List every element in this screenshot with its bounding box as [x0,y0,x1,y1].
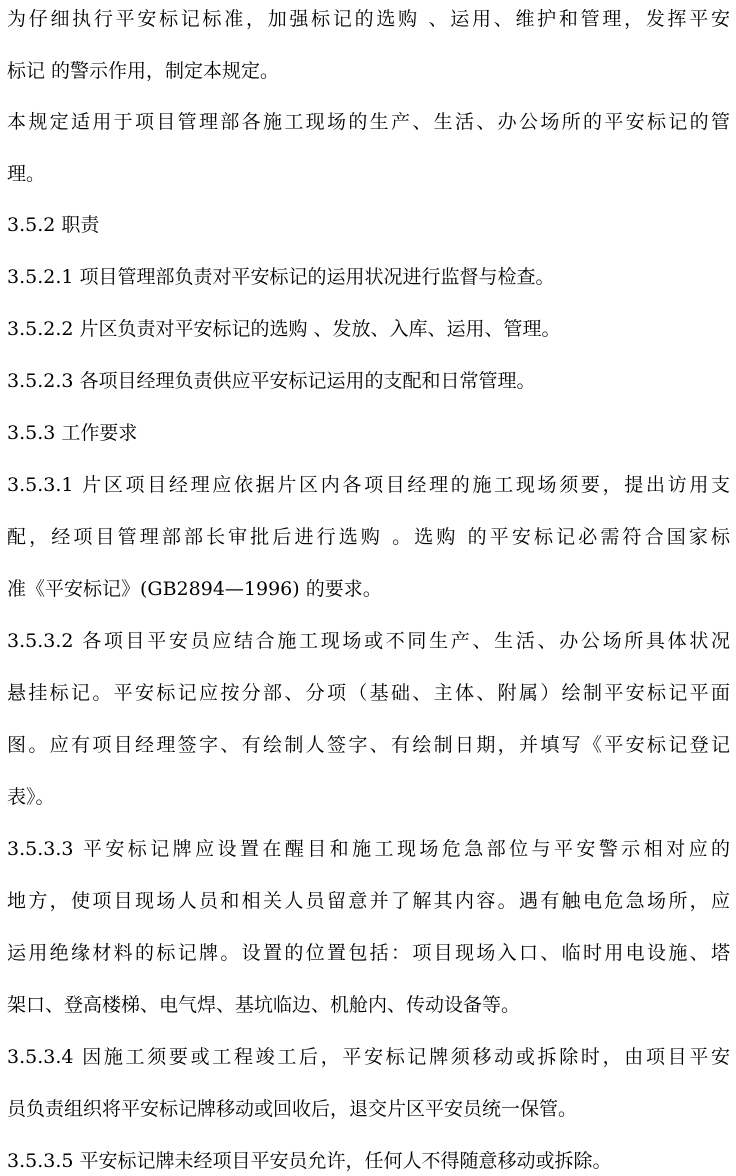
paragraph-line: 图。应有项目经理签字、有绘制人签字、有绘制日期，并填写《平安标记登记 [7,734,730,756]
paragraph-line: 本规定适用于项目管理部各施工现场的生产、生活、办公场所的平安标记的管 [7,111,730,133]
paragraph-line: 表》。 [7,786,55,808]
paragraph-line: 地方，使项目现场人员和相关人员留意并了解其内容。遇有触电危急场所，应 [7,890,730,912]
paragraph-line: 悬挂标记。平安标记应按分部、分项（基础、主体、附属）绘制平安标记平面 [7,682,730,704]
paragraph-line: 3.5.3.2 各项目平安员应结合施工现场或不同生产、生活、办公场所具体状况 [7,630,730,652]
paragraph-line: 标记 的警示作用，制定本规定。 [7,60,280,82]
paragraph-line: 架口、登高楼梯、电气焊、基坑临边、机舱内、传动设备等。 [7,994,521,1016]
paragraph-line: 3.5.3.5 平安标记牌未经项目平安员允许，任何人不得随意移动或拆除。 [7,1150,612,1172]
paragraph-line: 理。 [7,163,46,185]
section-heading: 3.5.3 工作要求 [7,422,138,444]
paragraph-line: 3.5.3.3 平安标记牌应设置在醒目和施工现场危急部位与平安警示相对应的 [7,838,730,860]
paragraph-line: 运用绝缘材料的标记牌。设置的位置包括：项目现场入口、临时用电设施、塔 [7,942,730,964]
paragraph-line: 3.5.2.3 各项目经理负责供应平安标记运用的支配和日常管理。 [7,370,536,392]
paragraph-line: 为仔细执行平安标记标准，加强标记的选购 、运用、维护和管理，发挥平安 [7,8,730,30]
paragraph-line: 3.5.2.1 项目管理部负责对平安标记的运用状况进行监督与检查。 [7,266,555,288]
paragraph-line: 3.5.2.2 片区负责对平安标记的选购 、发放、入库、运用、管理。 [7,318,561,340]
paragraph-line: 配，经项目管理部部长审批后进行选购 。选购 的平安标记必需符合国家标 [7,526,730,548]
paragraph-line: 准《平安标记》(GB2894—1996) 的要求。 [7,578,382,600]
paragraph-line: 员负责组织将平安标记牌移动或回收后，退交片区平安员统一保管。 [7,1098,578,1120]
section-heading: 3.5.2 职责 [7,214,100,236]
paragraph-line: 3.5.3.1 片区项目经理应依据片区内各项目经理的施工现场须要，提出访用支 [7,474,730,496]
paragraph-line: 3.5.3.4 因施工须要或工程竣工后，平安标记牌须移动或拆除时，由项目平安 [7,1046,730,1068]
